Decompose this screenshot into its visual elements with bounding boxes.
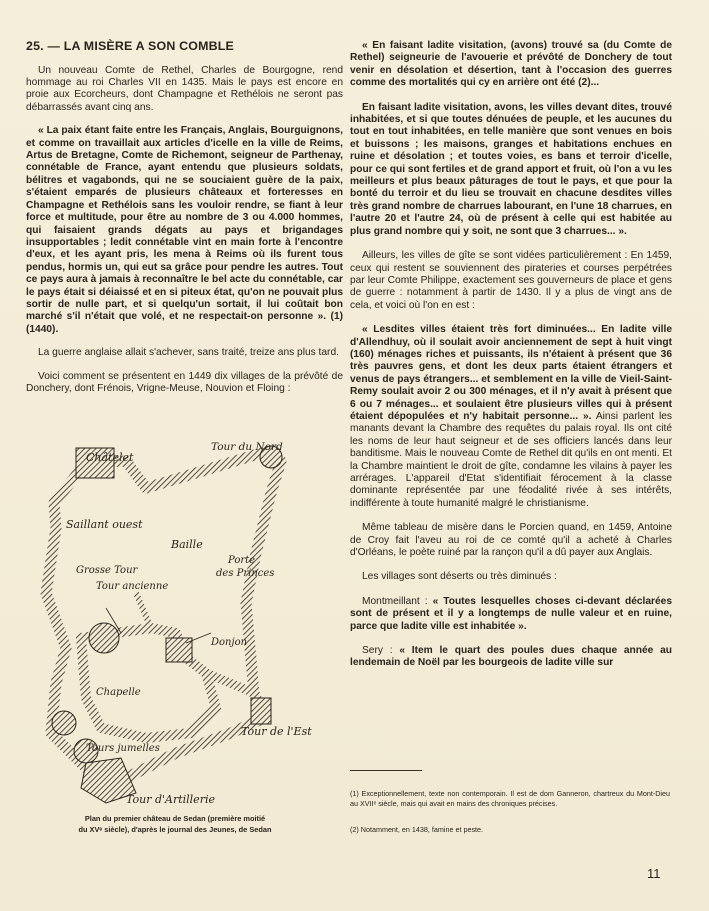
place-name: Montmeillant : (362, 595, 433, 607)
label-porte: Porte (228, 555, 256, 566)
figure-caption (40, 814, 310, 835)
quote-paragraph: « La paix étant faite entre les Français, Anglais, Bourguignons, et comme on travaillait aux articles d'icelle en la ville de Reims, Artus de Bretagne, Comte de Richemont, seigneur de Parthenay, connétable de France, ayant entendu que plusieurs soldats, bélitres et vagabonds, qui ne se souciaient guère de la paix, s'étaient emparés de plusieurs châteaux et forteresses en Champagne et Rethélois sans les vouloir rendre, se fiant à leur force et multitude, pour être au nombre de 3 ou 4.000 hommes, qui faisaient grands dégats au pays et brigandages insupportables ; ledit connétable vint en main forte à l'encontre d'eux, et les ayant pris, les mena à Reims où ils furent tous pendus, hormis un, qui eut sa grâce pour pendre les autres. Tout ce pays aura à jamais à reconnaître le bel acte du connétable, car le pays était si déiaissé et en si piteux état, qu'on ne pouvait plus sortir de nulle part, et si quelqu'un sortait, il lui coûtait bon marché s'il n'était que volé, et ne respectait-on personne ». (1) (1440). (26, 125, 343, 335)
label-tour-nord: Tour du Nord (211, 441, 283, 453)
tower (52, 711, 76, 735)
label-tour-ancienne: Tour ancienne (96, 581, 169, 592)
left-column (26, 40, 343, 406)
paragraph: La guerre anglaise allait s'achever, sans traité, treize ans plus tard. (38, 347, 339, 359)
paragraph: Ailleurs, les villes de gîte se sont vidées particulièrement : En 1459, ceux qui restent se souviennent des pirateries et courses perpétrées par leur Comte Philippe, exactement ses gouverneurs de place et gens de guerre : notamment à partir de 1430. Il y a plus de vingt ans de cela, et voici où l'on en est : (350, 250, 672, 311)
label-donjon: Donjon (211, 637, 248, 648)
label-saillant: Saillant ouest (66, 518, 143, 531)
paragraph: Voici comment se présentent en 1449 dix villages de la prévôté de Donchery, dont Frénois, Vrigne-Meuse, Nouvion et Floing : (26, 370, 343, 394)
paragraph: Un nouveau Comte de Rethel, Charles de Bourgogne, rend hommage au roi Charles VII en 1435. Mais le pays est encore en proie aux Ecorcheurs, dont Champagne et Rethélois ne seront pas débarrassés avant cinq ans. (26, 64, 343, 113)
paragraph (350, 645, 672, 670)
paragraph (350, 324, 672, 510)
chapter-title: 25. — LA MISÈRE A SON COMBLE (26, 39, 234, 53)
page-number: 11 (647, 866, 661, 881)
label-tours-jumelles: Tours jumelles (86, 743, 160, 754)
label-tour-artillerie: Tour d'Artillerie (126, 793, 215, 806)
label-tour-est: Tour de l'Est (241, 725, 312, 738)
paragraph: Même tableau de misère dans le Porcien quand, en 1459, Antoine de Croy fait l'aveu au roi de ce comté qu'il a acheté à Charles d'Orléans, le poète ruiné par la rançon qu'il a dû payer aux Anglais. (350, 522, 672, 559)
quote-paragraph: En faisant ladite visitation, avons, les villes devant dites, trouvé inhabitées, et si que toutes dénuées de peuple, et les aucunes du tout en tout inhabitées, en telle manière que sont venues en bois et buissons ; les maisons, granges et habitations enchues en ruine et désolation ; et toutes voies, es bans et terroir d'icelle, pour ce qui sont fertiles et de grand apport et fruit, où l'on a vu les meilleurs et plus beaux pâturages de tout le pays, et que pour la bonté du terroir et du lieu se trouvait en chacune desdites villes très grand nombre de charrues labourant, en l'une 18 charrues, en l'autre 20 et l'autre 24, où de présent à celle qui est habitée au plus grand nombre qui y soit, ne sont que 3 charrues... ». (350, 101, 672, 237)
caption-line: Plan du premier château de Sedan (première moitié (84, 814, 266, 823)
label-princes: des Princes (216, 568, 275, 579)
quote-inline: « Lesdites villes étaient très fort diminuées... En ladite ville d'Allendhuy, où il soulait avoir anciennement de sept à huit vingt (160) ménages riches et puissants, ils n'étaient à présent que 36 très pauvres gens, et dont les deux parts étaient étrangers et venus de pays étrangers... et semblement en la ville de Vieil-Saint-Remy soulait avoir 2 ou 300 ménages, et il n'y avait à présent que 6 ou 7 ménages... et soulaient être plusieurs villes qui à présent étaient dépopulées et n'y habitait personne... ». (350, 324, 672, 422)
text-inline: Ainsi parlent les manants devant la Chambre des requêtes du palais royal. Ils ont cité les noms de leur haut seigneur et de ses officiers lancés dans leur banditisme. Mais le nouveau Comte de Rethel dit qu'ils en ont menti. Et la Chambre maintient le droit de gîte, condamne les vilains à payer les arrérages. L'appareil d'Etat s'identifiait férocement à la classe dominante représentée par une féodalité rivée à ses intérêts, indifférente à toute humanité malgré le christianisme. (350, 410, 672, 509)
quote-inline: « Item le quart des poules dues chaque année au lendemain de Noël par les bourgeois de ladite ville sur (350, 645, 672, 669)
label-chatelet: Châtelet (86, 451, 134, 464)
tower (166, 638, 192, 662)
caption-line: du XVᵉ siècle), d'après le journal des Jeunes, de Sedan (78, 824, 272, 834)
tower (251, 698, 271, 724)
label-grosse-tour: Grosse Tour (76, 565, 138, 576)
wall-segment (136, 593, 151, 628)
quote-inline: « Toutes lesquelles choses ci-devant déclarées sont de présent et il y a longtemps de nulle valeur et en ruine, parce que ladite ville est inhabitée ». (350, 595, 672, 632)
label-baille: Baille (171, 538, 203, 551)
paragraph (350, 596, 672, 633)
quote-paragraph: « En faisant ladite visitation, (avons) trouvé sa (du Comte de Rethel) seigneurie de l'avouerie et prévôté de Donchery de tout venir en désolation et désertion, tant à l'occasion des guerres comme des mortalités qui cy en arrière ont été (2)... (350, 40, 672, 89)
label-chapelle: Chapelle (96, 687, 141, 698)
castle-plan-figure (26, 433, 331, 808)
footnote-separator (350, 770, 422, 771)
right-column (350, 40, 672, 682)
footnote-1: (1) Exceptionnellement, texte non contemporain. Il est de dom Ganneron, chartreux du Mont-Dieu au XVIIᵉ siècle, mais qui avait en mains des chroniques précises. (350, 789, 670, 808)
paragraph: Les villages sont déserts ou très diminués : (362, 571, 557, 583)
place-name: Sery : (362, 645, 400, 657)
footnote-2: (2) Notamment, en 1438, famine et peste. (350, 825, 484, 834)
tower (89, 623, 119, 653)
